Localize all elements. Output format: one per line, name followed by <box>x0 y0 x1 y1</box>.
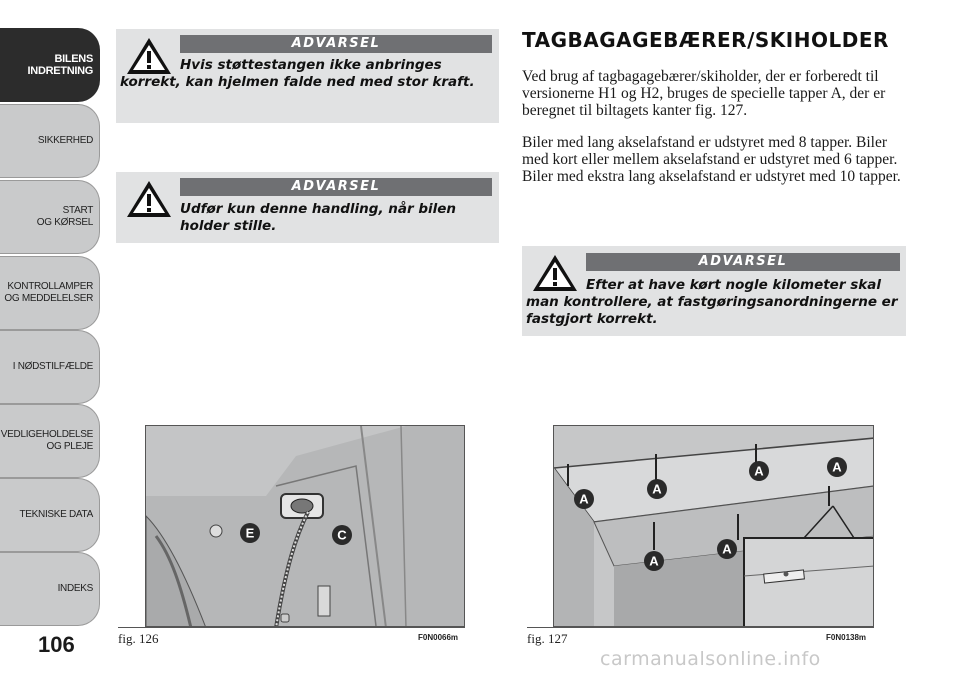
figure-126-illustration <box>146 426 465 627</box>
svg-text:A: A <box>652 481 662 497</box>
figure-126 <box>145 425 465 627</box>
svg-text:A: A <box>649 553 659 569</box>
callout-label-c <box>331 524 353 546</box>
tab-indeks[interactable]: INDEKS <box>0 552 100 626</box>
figure-127-code: F0N0138m <box>826 633 867 642</box>
svg-text:C: C <box>337 527 347 543</box>
section-heading: TAGBAGAGEBÆRER/SKIHOLDER <box>522 28 889 52</box>
tab-i-nodstilfaelde[interactable]: I NØDSTILFÆLDE <box>0 330 100 404</box>
svg-text:A: A <box>832 459 842 475</box>
figure-126-rule <box>118 627 465 628</box>
warning-banner: ADVARSEL <box>180 35 492 53</box>
section-paragraph-2: Biler med lang akselafstand er udstyret med 8 tapper. Biler med kort eller mellem akselafstand er udstyret med 6 tapper. Biler med ekstra lang akselafstand er udstyret med 10 tapper. <box>522 134 901 185</box>
callout-label-a <box>573 488 595 510</box>
figure-127-rule <box>527 627 874 628</box>
section-paragraph-1: Ved brug af tagbagagebærer/skiholder, der er forberedt til versionerne H1 og H2, bruges de specielle tapper A, der er beregnet til biltagets kanter fig. 127. <box>522 68 886 119</box>
warning-box-2 <box>116 172 499 243</box>
figure-126-caption: fig. 126 <box>118 631 159 646</box>
warning-banner: ADVARSEL <box>180 178 492 196</box>
figure-127 <box>553 425 874 627</box>
callout-label-a <box>643 550 665 572</box>
watermark: carmanualsonline.info <box>600 648 821 670</box>
callout-label-a <box>826 456 848 478</box>
figure-126-code: F0N0066m <box>418 633 459 642</box>
figure-127-caption: fig. 127 <box>527 631 568 646</box>
warning-text: Udfør kun denne handling, når bilen holder stille. <box>180 201 457 234</box>
warning-box-1 <box>116 29 499 123</box>
warning-text: Efter at have kørt nogle kilometer skal man kontrollere, at fastgøringsanordningerne er fastgjort korrekt. <box>526 277 898 327</box>
svg-text:A: A <box>579 491 589 507</box>
warning-banner: ADVARSEL <box>586 253 900 271</box>
tab-tekniske-data[interactable]: TEKNISKE DATA <box>0 478 100 552</box>
svg-text:E: E <box>245 525 255 541</box>
svg-text:A: A <box>754 463 764 479</box>
page-number: 106 <box>38 632 75 657</box>
callout-label-e <box>239 522 261 544</box>
warning-text: Hvis støttestangen ikke anbringes korrekt, kan hjelmen falde ned med stor kraft. <box>120 57 475 90</box>
tab-bilens-indretning[interactable]: BILENS INDRETNING <box>0 28 100 102</box>
warning-triangle-icon <box>124 178 174 220</box>
callout-label-a <box>748 460 770 482</box>
tab-start-og-korsel[interactable]: START OG KØRSEL <box>0 180 100 254</box>
callout-label-a <box>716 538 738 560</box>
tab-kontrollamper[interactable]: KONTROLLAMPER OG MEDDELELSER <box>0 256 100 330</box>
svg-text:A: A <box>722 541 732 557</box>
warning-box-3 <box>522 246 906 336</box>
tab-vedligeholdelse[interactable]: VEDLIGEHOLDELSE OG PLEJE <box>0 404 100 478</box>
callout-label-a <box>646 478 668 500</box>
tab-sikkerhed[interactable]: SIKKERHED <box>0 104 100 178</box>
